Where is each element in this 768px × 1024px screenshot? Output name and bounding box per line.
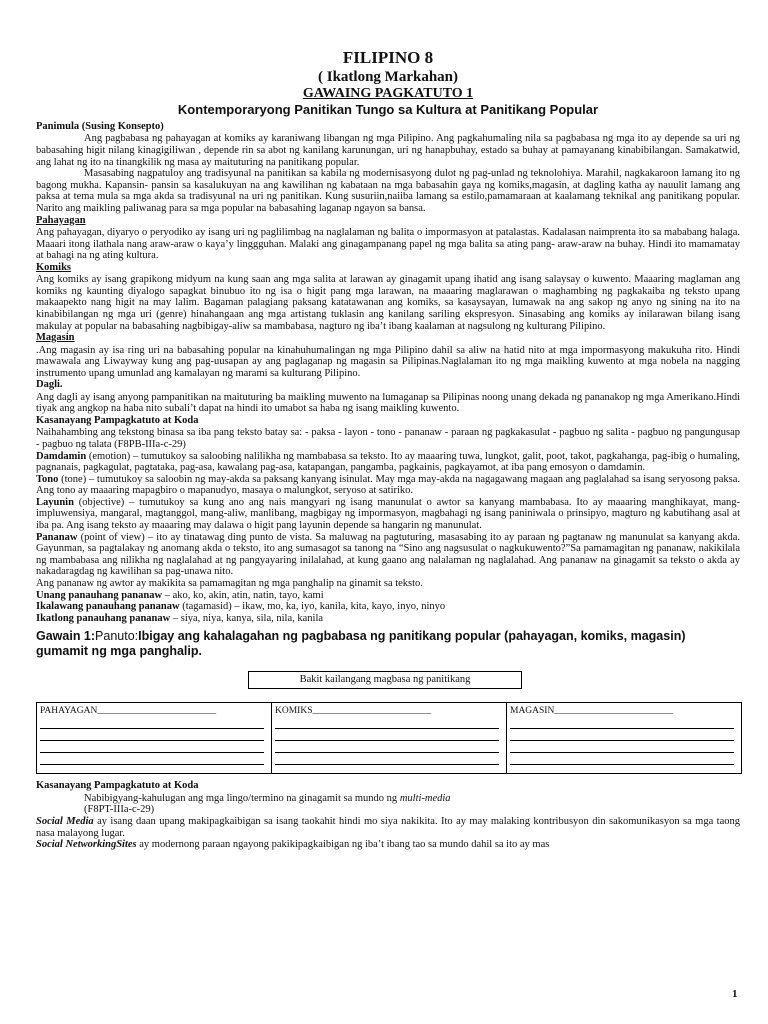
damdamin-definition: [36, 451, 740, 474]
answer-line[interactable]: [275, 729, 499, 741]
pahayagan-heading: Pahayagan: [36, 214, 86, 226]
gawain-text: Ibigay ang kahalagahan ng pagbabasa ng panitikang popular (pahayagan, komiks, magasin) gumamit ng mga panghalip.: [36, 629, 686, 659]
activity-title: GAWAING PAGKATUTO 1: [302, 86, 474, 101]
topic-title: Kontemporaryong Panitikan Tungo sa Kultura at Panitikang Popular: [177, 102, 599, 117]
magasin-column-header: MAGASIN_________________________: [510, 706, 674, 717]
ikatlong-term: Ikatlong panauhang pananaw: [36, 612, 171, 624]
pahayagan-answer-column[interactable]: [37, 703, 272, 773]
dagli-heading: Dagli.: [36, 379, 63, 391]
pananaw-text: (point of view) – ito ay tinatawag ding punto de vista. Sa maluwag na pagtuturing, masasabing ito ay paraan ng pagtanaw ng manunulat sa kanyang akda. Gayunman, sa pagtalakay ng anomang akda o teksto, ito ang sumasagot sa tanong na “Sino ang nagsusulat o nagkukuwento?”Sa pamamagitan ng pananaw, nakikilala ng mambabasa ang nilikha ng naglalahad at ng pangyayaring inilalahad, at kung gaano ang nalalaman ng naglalahad. Ang pananaw na ginagamit sa teksto o akda ay nakadaragdag ng kawilihan sa pag-unawa nito.: [36, 531, 740, 578]
unang-text: – ako, ko, akin, atin, natin, tayo, kami: [162, 589, 324, 601]
ikatlong-panauhan: [36, 613, 740, 625]
tono-definition: [36, 474, 740, 497]
pananaw-definition: [36, 532, 740, 578]
magasin-heading: Magasin: [36, 332, 75, 344]
magasin-paragraph: .Ang magasin ay isa ring uri na babasahing popular na kinahuhumalingan ng mga Pilipino dahil sa aliw na hatid nito at mga impormasyong makukuha rito. Hindi mawawala ang Liwayway kung ang pag-uusapan ay ang paglaganap ng magasin sa Pilipinas.Naglalaman ito ng mga maikling kuwento at mga nobela na nagging instrumento upang umunlad ang kamalayan ng marami sa kulturang Pilipino.: [36, 344, 740, 379]
panuto-label: Panuto:: [95, 629, 139, 644]
layunin-definition: [36, 497, 740, 532]
answer-line[interactable]: [510, 741, 734, 753]
pahayagan-paragraph: Ang pahayagan, diyaryo o peryodiko ay isang uri ng paglilimbag na naglalaman ng balita o impormasyon at patalastas. Kadalasan naimprenta ito sa mababang halaga. Maaari itong ilathala nang araw-araw o kaya’y linggguhan. Malaki ang ginagampanang papel ng mga balita sa ating pang- araw-araw na buhay. Hindi ito mamamatay at bahagi na ng ating kultura.: [36, 226, 740, 262]
answer-line[interactable]: [40, 717, 264, 729]
komiks-heading: Komiks: [36, 261, 72, 273]
question-box: Bakit kailangang magbasa ng panitikang: [248, 671, 522, 689]
answer-line[interactable]: [275, 753, 499, 765]
damdamin-text: (emotion) – tumutukoy sa saloobing nalilikha ng mambabasa sa teksto. Ito ay maaaring tuwa, lungkot, galit, poot, takot, pagkahanga, pag-ibig o humaling, pagnanais, pagkagulat, pagtataka, pag-asa, kawalang pag-asa, katapangan, pangamba, pagkainis, pagkayamot, at iba pang emosyon o damdamin.: [36, 450, 740, 474]
layunin-term: Layunin: [36, 496, 74, 508]
dagli-paragraph: Ang dagli ay isang anyong pampanitikan na maituturing ba maikling muwento na lumaganap sa Pilipinas noong unang dekada ng pananakop ng mga Amerikano.Hindi tiyak ang angkop na haba nito subali’t dapat na hindi ito umabot sa haba ng isang maikling kuwento.: [36, 391, 740, 415]
social-media-definition: [36, 816, 740, 839]
quarter-subtitle: ( Ikatlong Markahan): [317, 69, 459, 85]
answer-line[interactable]: [510, 729, 734, 741]
social-media-text: ay isang daan upang makipagkaibigan sa isang taokahit hindi mo siya nakikita. Ito ay may malaking kontribusyon din sakomunikasyon sa mga taong nasa malayong lugar.: [36, 816, 740, 839]
panimula-paragraph-1: Ang pagbabasa ng pahayagan at komiks ay karaniwang libangan ng mga Pilipino. Ang pagkahumaling nila sa pagbabasa ng mga ito ay depende sa uri ng babasahing higit nilang kinagigiliwan , depende rin sa abot ng kanilang karunungan, uri ng hanapbuhay, estado sa buhay at pamayanang kinabibilangan. Samakatwid, ang lahat ng ito na tinangkilik ng masa ay maituturing na panitikang popular.: [36, 133, 740, 168]
document-title: FILIPINO 8: [342, 48, 434, 67]
ikalawang-panauhan: [36, 601, 740, 613]
social-media-term: Social Media: [36, 816, 94, 827]
kasanayan-text-1: Naihahambing ang tekstong binasa sa iba pang teksto batay sa: - paksa - layon - tono - pananaw - paraan ng pagkakasulat - pagbuo ng salita - pagbuo ng pangungusap - pagbuo ng talata (F8PB-IIIa-c-29): [36, 427, 740, 450]
magasin-answer-column[interactable]: [507, 703, 741, 773]
unang-panauhan: [36, 590, 740, 602]
ikalawang-text: (tagamasid) – ikaw, mo, ka, iyo, kanila, kita, kayo, inyo, ninyo: [179, 601, 446, 613]
page-number: 1: [732, 988, 738, 1000]
pananaw-note: Ang pananaw ng awtor ay makikita sa pamamagitan ng mga panghalip na ginamit sa teksto.: [36, 578, 423, 590]
sns-definition: [36, 839, 740, 851]
panimula-paragraph-2: Masasabing nagpatuloy ang tradisyunal na panitikan sa kabila ng modernisasyong dulot ng pag-unlad ng teknolohiya. Marahil, nagkakaroon lamang ito ng bagong mukha. Kapansin- pansin sa kasalukuyan na ang kawilihan ng kabataan na mga babasahin gaya ng komiks,magasin, at dagling katha ay nauulit lamang ang paksa at tema mula sa mga akda sa tradisyunal na uri ng panitikan. Kung susuriin,naiiba lamang sa estilo,pamamaraan at kaalamang teknikal ang panitikang popular. Narito ang maikling paliwanag para sa mga popular na babasahing laganap ngayon sa bansa.: [36, 168, 740, 214]
komiks-paragraph: Ang komiks ay isang grapikong midyum na kung saan ang mga salita at larawan ay ginagamit upang ihatid ang isang salaysay o kuwento. Maaaring maglaman ang komiks ng kaunting diyalogo sapagkat binubuo ito ng isa o higit pang mga larawan, na maaaring maglarawan o maghambing ng pagkakaiba ng teksto upang makaapekto nang higit na may lalim. Bagaman palagiang paksang katatawanan ang komiks, sa kasaysayan, lumawak na ang sakop ng anyo ng sining na ito na kinabibilangan ng mga uri (genre) hinahangaan ang mga artistang tuklasin ang kanilang sariling ekspresyon. Sinasabing ang komiks ay inilarawan bilang isang makulay at popular na babasahing nagbibigay-aliw sa mambabasa, nagturo ng iba’t ibang kaalaman at nagsulong ng kulturang Pilipino.: [36, 274, 740, 332]
document-page: [36, 48, 740, 851]
kasanayan-heading-2: Kasanayang Pampagkatuto at Koda: [36, 780, 199, 792]
komiks-column-header: KOMIKS_________________________: [275, 706, 432, 717]
answer-line[interactable]: [40, 753, 264, 765]
kasanayan-heading-1: Kasanayang Pampagkatuto at Koda: [36, 414, 199, 426]
unang-term: Unang panauhang pananaw: [36, 589, 163, 601]
kasanayan-text-2: [36, 793, 740, 805]
answer-line[interactable]: [40, 741, 264, 753]
damdamin-term: Damdamin: [36, 450, 87, 462]
answer-line[interactable]: [275, 741, 499, 753]
ikatlong-text: – siya, niya, kanya, sila, nila, kanila: [170, 612, 324, 624]
komiks-answer-column[interactable]: [272, 703, 507, 773]
answer-line[interactable]: [275, 717, 499, 729]
gawain-instruction: [36, 629, 740, 659]
answer-table: [36, 702, 742, 774]
multimedia-term: multi-media: [399, 792, 451, 804]
gawain-label: Gawain 1:: [36, 629, 96, 644]
answer-line[interactable]: [510, 717, 734, 729]
pahayagan-column-header: PAHAYAGAN_________________________: [40, 706, 217, 717]
tono-text: (tone) – tumutukoy sa saloobin ng may-akda sa paksang kanyang isinulat. May mga may-akda na nagagawang magaan ang paglalahad sa isang seryosong paksa. Ang tono ay maaaring mapagbiro o mapanudyo, masaya o malungkot, seryoso at satiriko.: [36, 473, 740, 497]
panimula-heading: Panimula (Susing Konsepto): [36, 121, 164, 132]
answer-line[interactable]: [510, 753, 734, 765]
kasanayan-code: (F8PT-IIIa-c-29): [84, 804, 155, 816]
sns-text: ay modernong paraan ngayong pakikipagkaibigan ng iba’t ibang tao sa mundo dahil sa ito ay mas: [136, 839, 550, 851]
answer-line[interactable]: [40, 729, 264, 741]
tono-term: Tono: [36, 473, 59, 485]
ikalawang-term: Ikalawang panauhang pananaw: [36, 601, 180, 613]
layunin-text: (objective) – tumutukoy sa kung ano ang nais mangyari ng isang manunulat o awtor sa kanyang mambabasa. Ito ay maaaring manghikayat, mang-impluwensiya, mangaral, magtanggol, mang-aliw, manlibang, magbigay ng impormasyon, magbahagi ng isang paniniwala o prinsipyo, magturo ng kabutihang asal at iba pa. Ang isang teksto ay maaaring may dalawa o higit pang layunin depende sa hangarin ng manunulat.: [36, 496, 740, 532]
sns-term: Social NetworkingSites: [36, 839, 137, 851]
kasanayan-text-2-main: Nabibigyang-kahulugan ang mga lingo/termino na ginagamit sa mundo ng: [84, 792, 400, 804]
pananaw-term: Pananaw: [36, 531, 78, 543]
